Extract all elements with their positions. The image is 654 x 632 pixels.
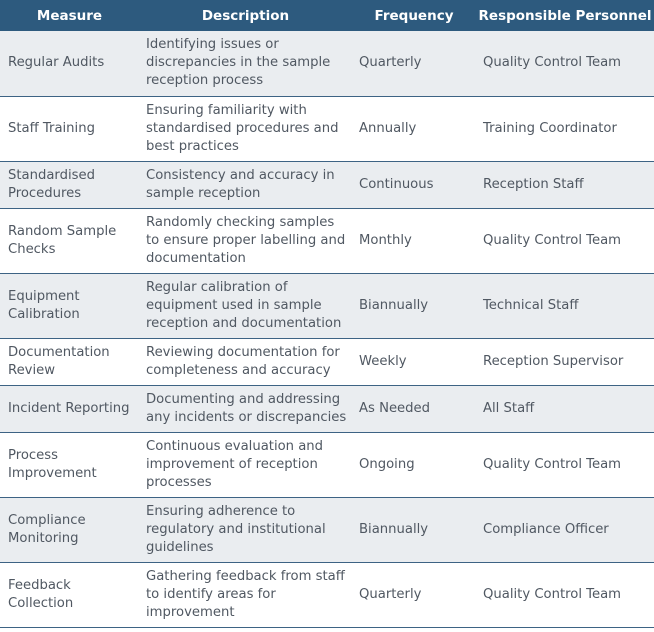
- cell-measure: Staff Training: [8, 120, 95, 136]
- cell-measure: Equipment Calibration: [8, 288, 80, 322]
- header-row: [0, 0, 654, 31]
- cell-responsible: Technical Staff: [483, 297, 579, 313]
- cell-responsible: All Staff: [483, 400, 535, 416]
- cell-frequency: Continuous: [359, 176, 434, 192]
- cell-responsible: Reception Supervisor: [483, 353, 624, 369]
- cell-frequency: Ongoing: [359, 456, 415, 472]
- cell-responsible: Compliance Officer: [483, 521, 609, 537]
- table-row: [0, 385, 654, 432]
- cell-description: Regular calibration of equipment used in sample reception and documentation: [146, 279, 342, 331]
- cell-responsible: Training Coordinator: [483, 120, 617, 136]
- cell-description: Ensuring adherence to regulatory and institutional guidelines: [146, 503, 326, 555]
- cell-description: Reviewing documentation for completeness and accuracy: [146, 344, 340, 378]
- cell-frequency: Monthly: [359, 232, 412, 248]
- cell-description: Consistency and accuracy in sample reception: [146, 167, 335, 201]
- cell-description: Gathering feedback from staff to identify areas for improvement: [146, 568, 345, 620]
- cell-measure: Feedback Collection: [8, 577, 74, 611]
- header-measure: Measure: [36, 7, 103, 24]
- table-body: [0, 31, 654, 627]
- cell-measure: Standardised Procedures: [8, 167, 96, 201]
- cell-frequency: Biannually: [359, 521, 429, 537]
- cell-frequency: As Needed: [359, 400, 431, 416]
- cell-measure: Random Sample Checks: [8, 223, 117, 257]
- table-row: [0, 432, 654, 497]
- cell-measure: Compliance Monitoring: [8, 512, 86, 546]
- cell-responsible: Quality Control Team: [483, 232, 622, 248]
- cell-description: Documenting and addressing any incidents or discrepancies: [146, 391, 347, 425]
- cell-description: Ensuring familiarity with standardised procedures and best practices: [146, 102, 339, 154]
- cell-measure: Documentation Review: [8, 344, 110, 378]
- table-row: [0, 161, 654, 208]
- cell-description: Randomly checking samples to ensure proper labelling and documentation: [146, 214, 346, 266]
- table-row: [0, 208, 654, 273]
- cell-measure: Incident Reporting: [8, 400, 130, 416]
- header-responsible-personnel: Responsible Personnel: [478, 7, 652, 24]
- cell-responsible: Quality Control Team: [483, 55, 622, 71]
- header-description: Description: [201, 7, 290, 24]
- table-row: [0, 96, 654, 161]
- cell-frequency: Weekly: [359, 353, 407, 369]
- cell-description: Identifying issues or discrepancies in the sample reception process: [146, 37, 331, 89]
- cell-frequency: Biannually: [359, 297, 429, 313]
- header-frequency: Frequency: [374, 7, 454, 24]
- table-row: [0, 497, 654, 562]
- cell-responsible: Reception Staff: [483, 176, 584, 192]
- cell-frequency: Quarterly: [359, 55, 422, 71]
- cell-description: Continuous evaluation and improvement of reception processes: [146, 438, 324, 490]
- table-row: [0, 273, 654, 338]
- table-row: [0, 338, 654, 385]
- table-header: [0, 0, 654, 31]
- cell-measure: Regular Audits: [8, 55, 105, 71]
- cell-frequency: Quarterly: [359, 586, 422, 602]
- table-row: [0, 31, 654, 96]
- cell-measure: Process Improvement: [8, 447, 97, 481]
- table-row: [0, 562, 654, 627]
- cell-responsible: Quality Control Team: [483, 586, 622, 602]
- cell-responsible: Quality Control Team: [483, 456, 622, 472]
- cell-frequency: Annually: [359, 120, 417, 136]
